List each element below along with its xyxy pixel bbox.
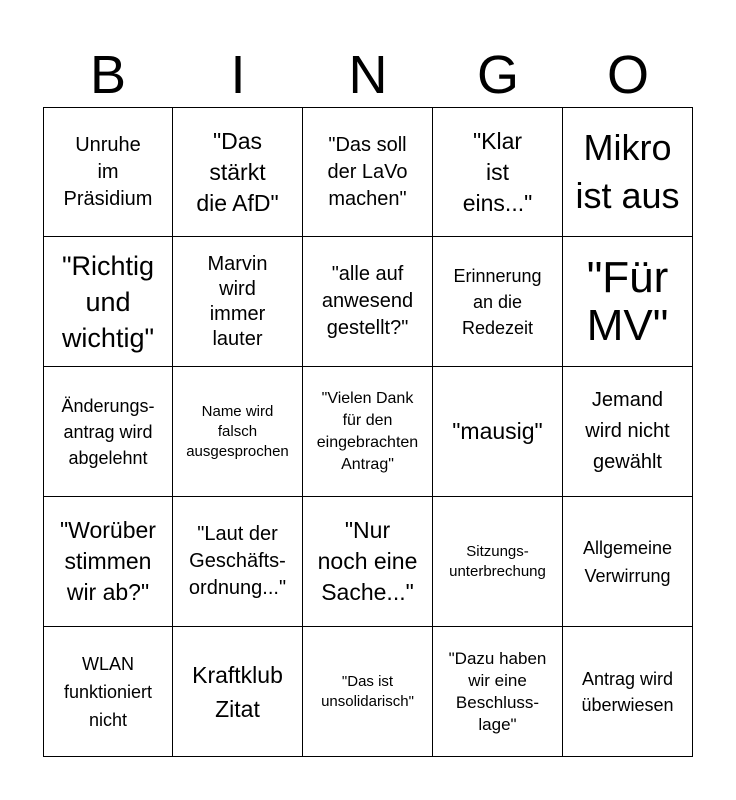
bingo-cell[interactable]	[43, 367, 173, 497]
cell-text: Marvin wird immer lauter	[207, 252, 268, 350]
cell-text: "Nur noch eine Sache..."	[317, 517, 418, 605]
bingo-cell[interactable]	[303, 367, 433, 497]
cell-text: Jemand wird nicht gewählt	[585, 389, 670, 473]
bingo-cell[interactable]	[303, 107, 433, 237]
bingo-cell[interactable]	[433, 627, 563, 757]
header-letter-i: I	[230, 45, 246, 105]
bingo-cell[interactable]	[173, 627, 303, 757]
header-letter-n: N	[348, 45, 388, 105]
bingo-cell[interactable]	[303, 497, 433, 627]
cell-text: Änderungs- antrag wird abgelehnt	[61, 395, 155, 468]
header-letter-g: G	[476, 45, 519, 105]
bingo-cell[interactable]	[43, 107, 173, 237]
cell-text: Kraftklub Zitat	[192, 661, 283, 722]
bingo-cell[interactable]	[43, 497, 173, 627]
bingo-cell[interactable]	[433, 367, 563, 497]
header-letter-b: B	[89, 45, 127, 105]
cell-text: "Klar ist eins..."	[462, 127, 533, 216]
cell-text: Sitzungs- unterbrechung	[449, 542, 546, 580]
bingo-cell[interactable]	[563, 107, 693, 237]
cell-text: "alle auf anwesend gestellt?"	[321, 263, 414, 339]
cell-text: Antrag wird überwiesen	[581, 668, 674, 715]
cell-text: "Das stärkt die AfD"	[196, 127, 279, 216]
bingo-cell[interactable]	[43, 237, 173, 367]
cell-text: "Richtig und wichtig"	[61, 250, 155, 353]
bingo-cell[interactable]	[563, 627, 693, 757]
bingo-board	[43, 107, 693, 757]
cell-text: Unruhe im Präsidium	[63, 133, 153, 210]
bingo-cell[interactable]	[303, 237, 433, 367]
bingo-cell[interactable]	[433, 107, 563, 237]
cell-text: "Das ist unsolidarisch"	[321, 672, 414, 710]
cell-text: "Worüber stimmen wir ab?"	[60, 517, 156, 605]
cell-text: "Für MV"	[586, 252, 669, 350]
cell-text: "Laut der Geschäfts- ordnung..."	[188, 523, 287, 599]
cell-text: Erinnerung an die Redezeit	[453, 265, 542, 338]
bingo-cell[interactable]	[173, 497, 303, 627]
bingo-header	[43, 44, 693, 106]
bingo-cell[interactable]	[563, 237, 693, 367]
bingo-cell[interactable]	[303, 627, 433, 757]
bingo-cell[interactable]	[173, 367, 303, 497]
bingo-cell[interactable]	[43, 627, 173, 757]
cell-text: Allgemeine Verwirrung	[582, 537, 673, 586]
cell-text: "Dazu haben wir eine Beschluss- lage"	[448, 648, 547, 734]
bingo-cell[interactable]	[173, 237, 303, 367]
bingo-cell[interactable]	[433, 237, 563, 367]
cell-text: WLAN funktioniert nicht	[63, 653, 153, 730]
cell-text: "Vielen Dank für den eingebrachten Antrag"	[316, 389, 419, 473]
header-letter-o: O	[606, 45, 649, 105]
bingo-cell[interactable]	[433, 497, 563, 627]
bingo-cell[interactable]	[173, 107, 303, 237]
cell-text: Mikro ist aus	[575, 127, 680, 216]
cell-text: "mausig"	[452, 418, 543, 444]
cell-text: "Das soll der LaVo machen"	[327, 133, 408, 210]
cell-text: Name wird falsch ausgesprochen	[186, 402, 289, 460]
bingo-cell[interactable]	[563, 497, 693, 627]
bingo-cell[interactable]	[563, 367, 693, 497]
